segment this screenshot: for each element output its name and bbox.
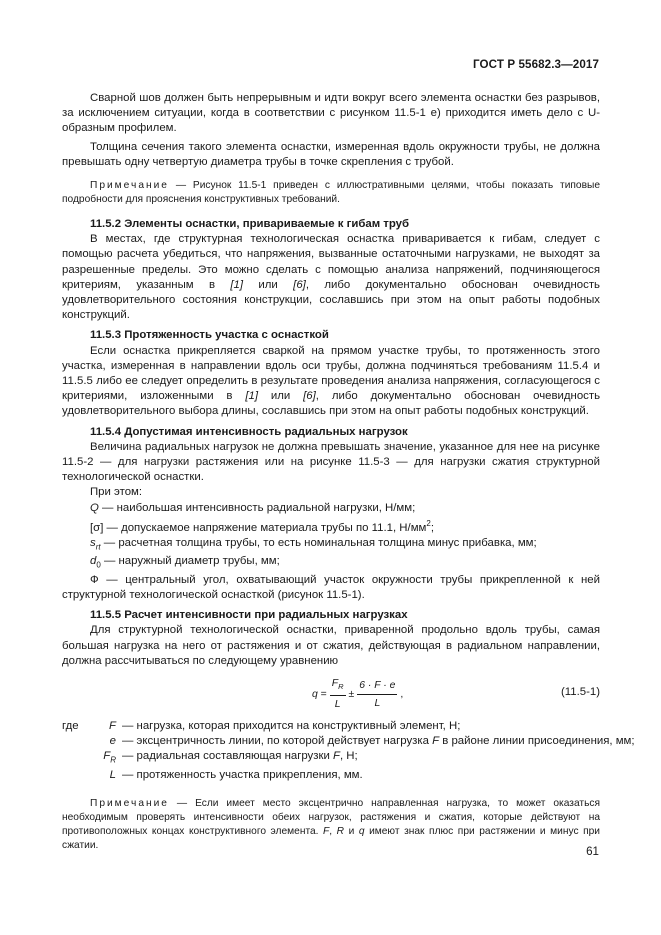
- equation-body: q = $\frac{F_R}{L}$ ± $\frac{6 \cdot F \cdot e}{L}$ ,: [312, 676, 403, 712]
- paragraph-11-5-2: В местах, где структурная технологическая оснастка приваривается к гибам, следует с помощью расчета убедиться, что напряжения, вызванные остаточными нагрузками, не выходят за разрешенные пределы. Это можно сделать с помощью анализа напряжений, подчиняющегося критериям, указанным в [1] или [6], либо документально обоснован очевидность удовлетворительного состояния конструкции, сославшись при этом на опыт работы подобных конструкций.: [62, 233, 600, 322]
- paragraph-11-5-5: Для структурной технологической оснастки, приваренной продольно вдоль трубы, самая большая нагрузка на него от растяжения и от сжатия, действующая в радиальном направлении, должна рассчитываться по следующему уравнению: [62, 624, 600, 667]
- fraction-FR-L: $\frac{F_R}{L}$: [331, 678, 344, 711]
- heading-11-5-3: 11.5.3 Протяженность участка с оснасткой: [90, 329, 329, 342]
- heading-11-5-4: 11.5.4 Допустимая интенсивность радиальных нагрузок: [90, 425, 408, 438]
- document-header: ГОСТ Р 55682.3—2017: [473, 58, 599, 71]
- def-d0: $d_0$ — наружный диаметр трубы, мм;: [90, 555, 280, 570]
- paragraph-11-5-3: Если оснастка прикрепляется сваркой на прямом участке трубы, то протяженность этого участка, измеренная в направлении вдоль оси трубы, должна подчиняться требованиям 11.5.4 и 11.5.5 либо ее следует определить в результате проведения анализа напряжения, согласующегося с критериями, изложенными в [1] или [6], либо документально обоснован очевидность удовлетворительного выбора длины, сославшись при этом на опыт работы подобных конструкций.: [62, 344, 600, 418]
- def-F: где F — нагрузка, которая приходится на конструктивный элемент, Н;: [62, 720, 461, 733]
- def-phi: Ф — центральный угол, охватывающий участок окружности трубы прикрепленной к ней структурной технологической оснасткой (рисунок 11.5-1).: [62, 573, 600, 602]
- equation-11-5-1: [62, 673, 600, 717]
- def-FR: $F_R$ — радиальная составляющая нагрузки F, Н;: [103, 750, 358, 765]
- page-number: 61: [586, 845, 599, 858]
- document-body: [62, 91, 635, 853]
- where-label: При этом:: [90, 486, 143, 499]
- heading-11-5-2: 11.5.2 Элементы оснастки, привариваемые к гибам труб: [90, 218, 410, 231]
- def-L: L — протяженность участка прикрепления, мм.: [109, 768, 363, 781]
- formula-definitions: [62, 719, 635, 783]
- def-sigma: [σ] — допускаемое напряжение материала трубы по 11.1, $Н/мм^2$;: [90, 518, 434, 534]
- def-e: e — эксцентричность линии, по которой действует нагрузка F в районе линии присоединения, мм;: [109, 735, 635, 748]
- def-Q: Q — наибольшая интенсивность радиальной нагрузки, Н/мм;: [90, 501, 416, 514]
- heading-11-5-5: 11.5.5 Расчет интенсивности при радиальных нагрузках: [90, 609, 408, 622]
- note-1: Примечание — Рисунок 11.5-1 приведен с иллюстративными целями, чтобы показать типовые подробности для прояснения конструктивных требований.: [62, 180, 600, 206]
- equation-number: (11.5-1): [560, 686, 600, 699]
- note-2: Примечание — Если имеет место эксцентрично направленная нагрузка, то может оказаться необходимым проверять интенсивности обеих нагрузок, растяжения и сжатия, которые действуют на противоположных концах конструктивного элемента. F, R и q имеют знак плюс при растяжении и минус при сжатии.: [62, 798, 600, 852]
- paragraph-11-5-4: Величина радиальных нагрузок не должна превышать значение, указанное для нее на рисунке 11.5-2 — для нагрузки растяжения или на рисунке 11.5-3 — для нагрузки сжатия структурной технологической оснастки.: [62, 440, 600, 484]
- paragraph-section-thickness: Толщина сечения такого элемента оснастки, измеренная вдоль окружности трубы, не должна превышать одну четвертую диаметра трубы в точке скрепления с трубой.: [62, 140, 600, 168]
- def-s-rt: $s_{rt}$ — расчетная толщина трубы, то есть номинальная толщина минус прибавка, мм;: [90, 536, 537, 552]
- fraction-6Fe-L: $\frac{6 \cdot F \cdot e}{L}$: [359, 679, 396, 709]
- paragraph-weld-seam: Сварной шов должен быть непрерывным и идти вокруг всего элемента оснастки без разрывов, за исключением ситуации, когда в соответствии с рисунком 11.5-1 е) приходится иметь дело с U-образным профилем.: [62, 92, 600, 135]
- note-label: Примечание: [90, 180, 169, 192]
